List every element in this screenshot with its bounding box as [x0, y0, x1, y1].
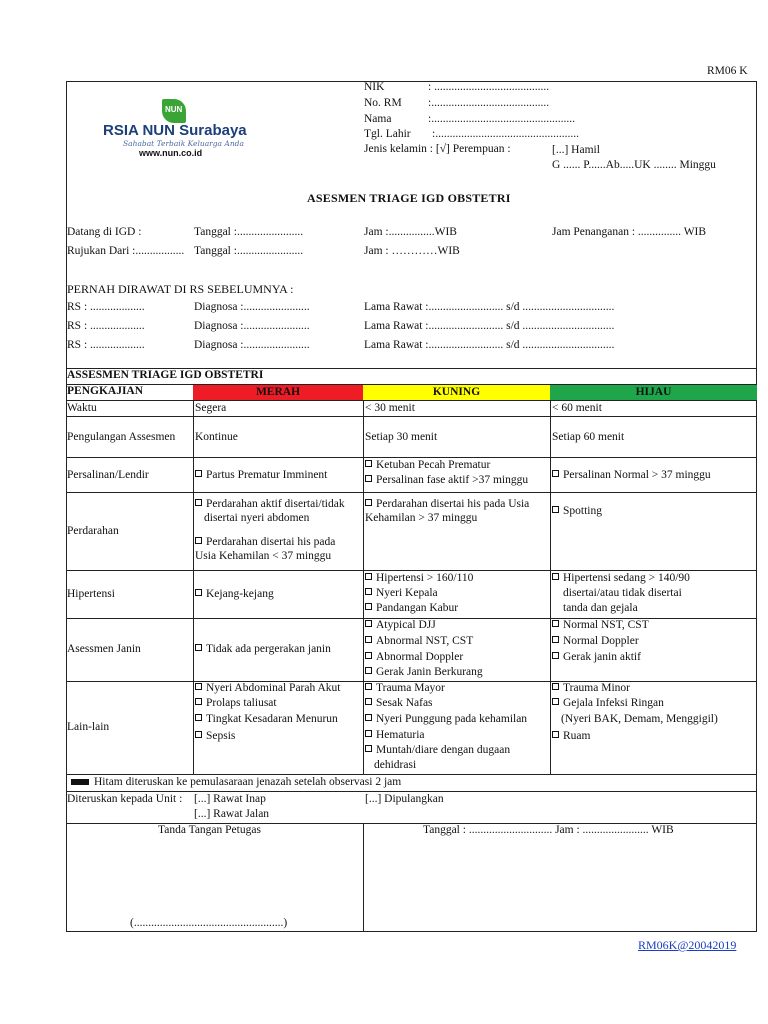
- history-rs-field[interactable]: RS : ...................: [67, 339, 145, 351]
- checkbox-label: Hipertensi sedang > 140/90: [563, 572, 690, 584]
- checkbox-label: Gejala Infeksi Ringan: [563, 697, 664, 709]
- checkbox-item[interactable]: [552, 651, 641, 663]
- checkbox-item[interactable]: [552, 682, 630, 694]
- tgl-lahir-label: Tgl. Lahir: [364, 128, 411, 140]
- checkbox-label: Prolaps taliusat: [206, 697, 277, 709]
- checkbox-icon[interactable]: [552, 506, 559, 513]
- hospital-name: RSIA NUN Surabaya: [103, 122, 247, 139]
- checkbox-item[interactable]: [195, 536, 335, 548]
- checkbox-item[interactable]: [365, 459, 490, 471]
- checkbox-item[interactable]: [365, 635, 473, 647]
- datang-jam-field[interactable]: Jam :................WIB: [364, 226, 457, 238]
- checkbox-item[interactable]: [195, 498, 345, 510]
- checkbox-label: Trauma Mayor: [376, 682, 445, 694]
- checkbox-label: Perdarahan aktif disertai/tidak: [206, 498, 345, 510]
- checkbox-icon[interactable]: [365, 714, 372, 721]
- checkbox-icon[interactable]: [365, 730, 372, 737]
- footer-document-code[interactable]: RM06K@20042019: [638, 938, 737, 952]
- checkbox-label: Nyeri Kepala: [376, 587, 438, 599]
- checkbox-item[interactable]: [195, 713, 338, 725]
- row-label-pengulangan: Pengulangan Assesmen: [67, 431, 176, 443]
- header-hijau: HIJAU: [550, 385, 757, 400]
- black-category-swatch: [71, 779, 89, 785]
- hitam-note: Hitam diteruskan ke pemulasaraan jenazah setelah observasi 2 jam: [94, 776, 402, 788]
- history-rs-field[interactable]: RS : ...................: [67, 301, 145, 313]
- checkbox-icon[interactable]: [365, 588, 372, 595]
- history-lama-rawat-field[interactable]: Lama Rawat :.......................... s/d ................................: [364, 301, 615, 313]
- checkbox-item[interactable]: [552, 619, 649, 631]
- rawat-inap-option[interactable]: [...] Rawat Inap: [194, 793, 266, 805]
- checkbox-label: Partus Prematur Imminent: [206, 469, 328, 481]
- checkbox-icon[interactable]: [552, 573, 559, 580]
- history-lama-rawat-field[interactable]: Lama Rawat :.......................... s/d ................................: [364, 339, 615, 351]
- checkbox-continuation: (Nyeri BAK, Demam, Menggigil): [561, 713, 718, 725]
- nama-field[interactable]: :..................................................: [428, 113, 575, 125]
- checkbox-icon[interactable]: [365, 620, 372, 627]
- checkbox-label: Sesak Nafas: [376, 697, 433, 709]
- checkbox-label: Hematuria: [376, 729, 425, 741]
- checkbox-item[interactable]: [365, 666, 483, 678]
- history-diagnosa-field[interactable]: Diagnosa :.......................: [194, 320, 310, 332]
- checkbox-icon[interactable]: [195, 714, 202, 721]
- table-section-title: ASSESMEN TRIAGE IGD OBSTETRI: [67, 369, 264, 381]
- checkbox-label: Trauma Minor: [563, 682, 630, 694]
- pengulangan-merah: Kontinue: [195, 431, 238, 443]
- checkbox-label: Gerak janin aktif: [563, 651, 641, 663]
- checkbox-icon[interactable]: [195, 683, 202, 690]
- pengulangan-kuning: Setiap 30 menit: [365, 431, 438, 443]
- signature-label: Tanda Tangan Petugas: [158, 824, 261, 836]
- nama-label: Nama: [364, 113, 392, 125]
- checkbox-icon[interactable]: [195, 470, 202, 477]
- checkbox-label: Sepsis: [206, 730, 236, 742]
- gravida-field[interactable]: G ...... P......Ab.....UK ........ Minggu: [552, 159, 716, 171]
- pengulangan-hijau: Setiap 60 menit: [552, 431, 625, 443]
- checkbox-item[interactable]: [365, 697, 433, 709]
- checkbox-item[interactable]: [195, 730, 235, 742]
- checkbox-icon[interactable]: [552, 731, 559, 738]
- checkbox-continuation: tanda dan gejala: [563, 602, 638, 614]
- no-rm-label: No. RM: [364, 97, 402, 109]
- divider: [66, 791, 757, 792]
- header-merah: MERAH: [193, 385, 363, 400]
- jenis-kelamin: Jenis kelamin : [√] Perempuan :: [364, 143, 511, 155]
- checkbox-icon[interactable]: [195, 731, 202, 738]
- checkbox-label: Nyeri Punggung pada kehamilan: [376, 713, 528, 725]
- document-code: RM06 K: [707, 65, 748, 77]
- checkbox-label: Perdarahan disertai his pada: [206, 536, 336, 548]
- checkbox-icon[interactable]: [365, 573, 372, 580]
- checkbox-label: Ruam: [563, 730, 591, 742]
- signature-line[interactable]: (....................................................): [130, 917, 288, 929]
- checkbox-icon[interactable]: [552, 683, 559, 690]
- signature-date-time-field[interactable]: Tanggal : ............................. Jam : ....................... WIB: [423, 824, 674, 836]
- waktu-hijau: < 60 menit: [552, 402, 602, 414]
- divider: [66, 416, 757, 417]
- checkbox-item[interactable]: [365, 619, 436, 631]
- checkbox-label: Kejang-kejang: [206, 588, 274, 600]
- form-title: ASESMEN TRIAGE IGD OBSTETRI: [307, 191, 511, 205]
- nik-field[interactable]: : ........................................: [428, 81, 550, 93]
- checkbox-item[interactable]: [365, 651, 463, 663]
- checkbox-continuation: dehidrasi: [374, 759, 417, 771]
- checkbox-label: Tidak ada pergerakan janin: [206, 643, 331, 655]
- checkbox-icon[interactable]: [195, 698, 202, 705]
- column-divider: [363, 823, 364, 931]
- checkbox-label: Pandangan Kabur: [376, 602, 459, 614]
- checkbox-item[interactable]: [365, 572, 473, 584]
- checkbox-item[interactable]: [365, 498, 529, 510]
- checkbox-icon[interactable]: [365, 652, 372, 659]
- checkbox-label: Nyeri Abdominal Parah Akut: [206, 682, 341, 694]
- checkbox-icon[interactable]: [552, 652, 559, 659]
- checkbox-label: Hipertensi > 160/110: [376, 572, 474, 584]
- column-divider: [550, 400, 551, 774]
- hospital-logo-icon: [162, 99, 186, 123]
- checkbox-icon[interactable]: [365, 745, 372, 752]
- checkbox-item[interactable]: [365, 587, 438, 599]
- divider: [66, 492, 757, 493]
- checkbox-label: Normal Doppler: [563, 635, 639, 647]
- checkbox-item[interactable]: [365, 713, 527, 725]
- checkbox-icon[interactable]: [365, 698, 372, 705]
- checkbox-item[interactable]: [552, 469, 711, 481]
- divider: [66, 774, 757, 775]
- tgl-lahir-field[interactable]: :..................................................: [432, 128, 579, 140]
- waktu-kuning: < 30 menit: [365, 402, 415, 414]
- history-title: PERNAH DIRAWAT DI RS SEBELUMNYA :: [67, 282, 294, 296]
- hospital-website: www.nun.co.id: [139, 148, 203, 158]
- column-divider: [193, 400, 194, 774]
- datang-label: Datang di IGD :: [67, 226, 142, 238]
- checkbox-icon[interactable]: [195, 644, 202, 651]
- checkbox-label: Muntah/diare dengan dugaan: [376, 744, 511, 756]
- rujukan-jam-field[interactable]: Jam : …………WIB: [364, 245, 460, 257]
- checkbox-item[interactable]: [195, 469, 327, 481]
- checkbox-item[interactable]: [552, 730, 590, 742]
- checkbox-label: Spotting: [563, 505, 602, 517]
- divider: [66, 400, 757, 401]
- waktu-merah: Segera: [195, 402, 227, 414]
- checkbox-item[interactable]: [365, 602, 458, 614]
- checkbox-icon[interactable]: [552, 620, 559, 627]
- checkbox-icon[interactable]: [365, 667, 372, 674]
- history-diagnosa-field[interactable]: Diagnosa :.......................: [194, 339, 310, 351]
- checkbox-label: Persalinan fase aktif >37 minggu: [376, 474, 529, 486]
- checkbox-icon[interactable]: [365, 499, 372, 506]
- column-divider: [363, 400, 364, 774]
- checkbox-item[interactable]: [195, 697, 277, 709]
- checkbox-icon[interactable]: [365, 460, 372, 467]
- checkbox-icon[interactable]: [552, 470, 559, 477]
- checkbox-icon[interactable]: [195, 537, 202, 544]
- checkbox-icon[interactable]: [365, 636, 372, 643]
- row-label-janin: Asessmen Janin: [67, 643, 141, 655]
- row-label-lain: Lain-lain: [67, 721, 110, 733]
- checkbox-item[interactable]: [195, 588, 274, 600]
- divider: [66, 570, 757, 571]
- checkbox-label: Gerak Janin Berkurang: [376, 666, 483, 678]
- checkbox-item[interactable]: [365, 744, 510, 756]
- hospital-tagline: Sahabat Terbaik Keluarga Anda: [123, 139, 244, 148]
- jam-penanganan-field[interactable]: Jam Penanganan : ............... WIB: [552, 226, 707, 238]
- checkbox-label: Persalinan Normal > 37 minggu: [563, 469, 711, 481]
- checkbox-icon[interactable]: [195, 499, 202, 506]
- checkbox-continuation: Kehamilan > 37 minggu: [365, 512, 478, 524]
- divider: [66, 457, 757, 458]
- logo-badge: NUN: [165, 105, 183, 114]
- history-lama-rawat-field[interactable]: Lama Rawat :.......................... s/d ................................: [364, 320, 615, 332]
- dipulangkan-option[interactable]: [...] Dipulangkan: [365, 793, 444, 805]
- nik-label: NIK: [364, 81, 385, 93]
- checkbox-icon[interactable]: [552, 698, 559, 705]
- history-diagnosa-field[interactable]: Diagnosa :.......................: [194, 301, 310, 313]
- row-label-perdarahan: Perdarahan: [67, 525, 119, 537]
- checkbox-item[interactable]: [365, 729, 425, 741]
- checkbox-item[interactable]: [195, 643, 331, 655]
- checkbox-icon[interactable]: [552, 636, 559, 643]
- disposition-label: Diteruskan kepada Unit :: [67, 793, 183, 805]
- checkbox-label: Perdarahan disertai his pada Usia: [376, 498, 530, 510]
- row-label-waktu: Waktu: [67, 402, 97, 414]
- checkbox-icon[interactable]: [365, 603, 372, 610]
- no-rm-field[interactable]: :.........................................: [428, 97, 550, 109]
- checkbox-icon[interactable]: [365, 683, 372, 690]
- checkbox-label: Abnormal Doppler: [376, 651, 464, 663]
- rujukan-tanggal-field[interactable]: Tanggal :.......................: [194, 245, 304, 257]
- rujukan-field[interactable]: Rujukan Dari :.................: [67, 245, 185, 257]
- checkbox-icon[interactable]: [365, 475, 372, 482]
- checkbox-item[interactable]: [552, 635, 639, 647]
- rawat-jalan-option[interactable]: [...] Rawat Jalan: [194, 808, 270, 820]
- checkbox-continuation: disertai nyeri abdomen: [204, 512, 310, 524]
- row-label-persalinan: Persalinan/Lendir: [67, 469, 149, 481]
- hamil-checkbox[interactable]: [...] Hamil: [552, 144, 600, 156]
- checkbox-item[interactable]: [365, 682, 445, 694]
- checkbox-item[interactable]: [365, 474, 528, 486]
- checkbox-label: Atypical DJJ: [376, 619, 436, 631]
- header-kuning: KUNING: [363, 385, 550, 400]
- checkbox-item[interactable]: [195, 682, 340, 694]
- checkbox-continuation: Usia Kehamilan < 37 minggu: [195, 550, 332, 562]
- history-rs-field[interactable]: RS : ...................: [67, 320, 145, 332]
- datang-tanggal-field[interactable]: Tanggal :.......................: [194, 226, 304, 238]
- checkbox-item[interactable]: [552, 572, 690, 584]
- row-label-hipertensi: Hipertensi: [67, 588, 115, 600]
- checkbox-label: Ketuban Pecah Prematur: [376, 459, 491, 471]
- checkbox-item[interactable]: [552, 505, 602, 517]
- checkbox-continuation: disertai/atau tidak disertai: [563, 587, 682, 599]
- checkbox-label: Tingkat Kesadaran Menurun: [206, 713, 338, 725]
- checkbox-item[interactable]: [552, 697, 664, 709]
- checkbox-label: Abnormal NST, CST: [376, 635, 474, 647]
- checkbox-label: Normal NST, CST: [563, 619, 649, 631]
- checkbox-icon[interactable]: [195, 589, 202, 596]
- header-pengkajian: PENGKAJIAN: [67, 385, 144, 397]
